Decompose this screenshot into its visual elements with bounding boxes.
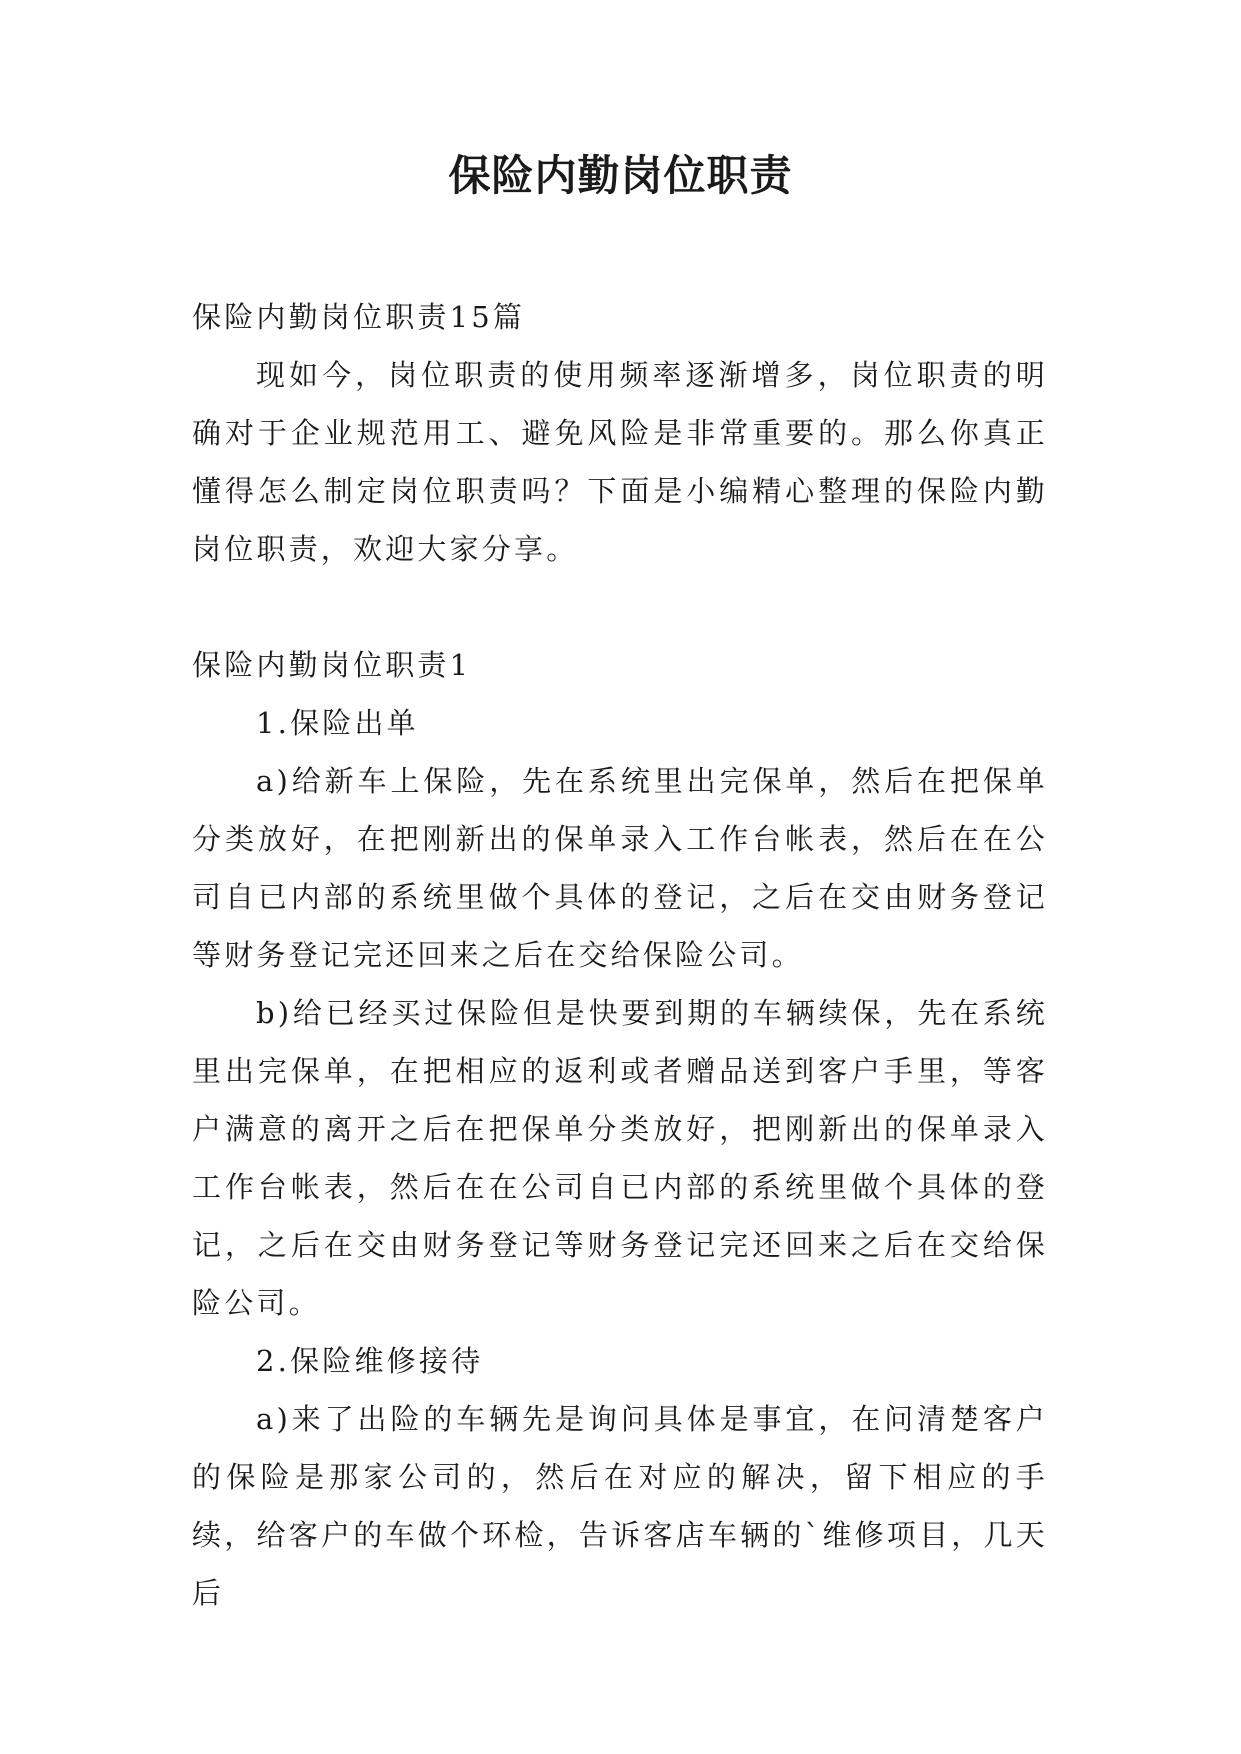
item-paragraph: b)给已经买过保险但是快要到期的车辆续保，先在系统里出完保单，在把相应的返利或者赠品送到客户手里，等客户满意的离开之后在把保单分类放好，把刚新出的保单录入工作台帐表，然后在在公司自已内部的系统里做个具体的登记，之后在交由财务登记等财务登记完还回来之后在交给保险公司。 bbox=[192, 996, 1048, 1320]
section-heading: 保险内勤岗位职责1 bbox=[192, 648, 472, 682]
item-heading: 2.保险维修接待 bbox=[256, 1344, 484, 1378]
intro-paragraph: 现如今，岗位职责的使用频率逐渐增多，岗位职责的明确对于企业规范用工、避免风险是非常重要的。那么你真正懂得怎么制定岗位职责吗？下面是小编精心整理的保险内勤岗位职责，欢迎大家分享。 bbox=[192, 358, 1048, 566]
item-paragraph: a)给新车上保险，先在系统里出完保单，然后在把保单分类放好，在把刚新出的保单录入工作台帐表，然后在在公司自已内部的系统里做个具体的登记，之后在交由财务登记等财务登记完还回来之后在交给保险公司。 bbox=[192, 764, 1048, 972]
paragraph-spacer bbox=[192, 578, 1048, 636]
item-paragraph: a)来了出险的车辆先是询问具体是事宜，在问清楚客户的保险是那家公司的，然后在对应的解决，留下相应的手续，给客户的车做个环检，告诉客店车辆的`维修项目，几天后 bbox=[192, 1402, 1048, 1610]
document-title: 保险内勤岗位职责 bbox=[448, 151, 793, 200]
item-heading: 1.保险出单 bbox=[256, 706, 419, 740]
document-subtitle: 保险内勤岗位职责15篇 bbox=[192, 300, 526, 334]
document-body bbox=[192, 288, 1048, 1622]
